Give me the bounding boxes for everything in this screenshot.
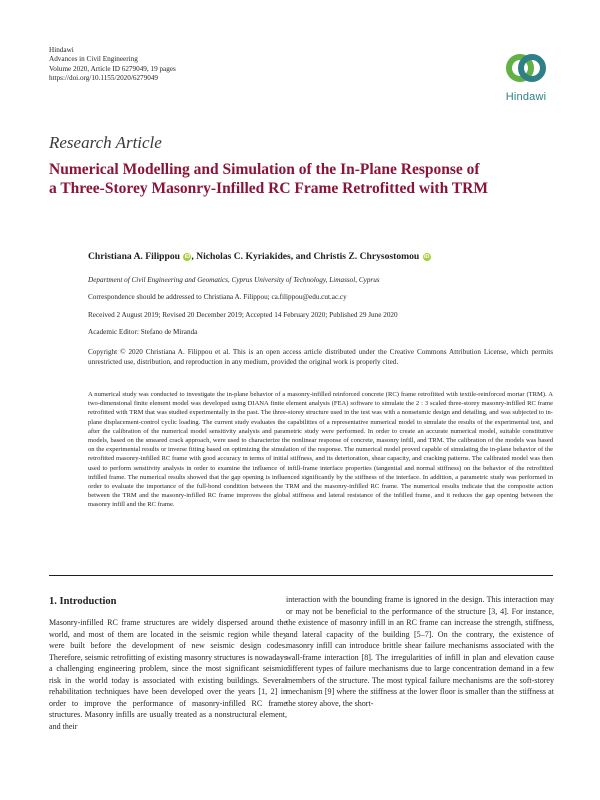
doi-link[interactable]: https://doi.org/10.1155/2020/6279049 [49, 73, 159, 82]
divider [49, 575, 553, 576]
author-name[interactable]: Nicholas C. Kyriakides [196, 251, 291, 262]
correspondence: Correspondence should be addressed to Christiana A. Filippou; ca.filippou@edu.cut.ac.cy [88, 293, 347, 301]
orcid-icon[interactable]: iD [184, 254, 191, 260]
author-name[interactable]: Christiana A. Filippou [88, 251, 180, 262]
journal-meta [49, 46, 176, 83]
publisher-name: Hindawi [49, 46, 74, 54]
logo-wordmark: Hindawi [505, 91, 547, 103]
copyright-notice: Copyright © 2020 Christiana A. Filippou et al. This is an open access article distributed under the Creative Commons Attribution License, which permits unrestricted use, distribution, and reproduction in any medium, provided the original work is properly cited. [88, 348, 553, 366]
body-column-right [286, 594, 554, 709]
publication-dates: Received 2 August 2019; Revised 20 December 2019; Accepted 14 February 2020; Published 29 June 2020 [88, 311, 398, 319]
body-paragraph: interaction with the bounding frame is ignored in the design. This interaction may or may not be beneficial to the performance of the structure [3, 4]. For instance, the existence of masonry infill in an RC frame can increase the strength, stiffness, and lateral capacity of the building [5–7]. On the contrary, the existence of masonry infill can introduce brittle shear failure mechanisms associated with the wall-frame interaction [8]. The irregularities of infill in plan and elevation cause different types of failure mechanisms due to large concentration demand in a few members of the structure. The most typical failure mechanisms are the soft-storey mechanism [9] where the stiffness at the lower floor is smaller than the stiffness at the storey above, the short- [286, 595, 554, 708]
section-heading: 1. Introduction [49, 596, 117, 607]
affiliation: Department of Civil Engineering and Geomatics, Cyprus University of Technology, Limassol, Cyprus [88, 276, 380, 284]
orcid-icon[interactable]: iD [423, 254, 430, 260]
journal-name: Advances in Civil Engineering [49, 55, 138, 64]
paper-title: Numerical Modelling and Simulation of the In-Plane Response of a Three-Storey Masonry-Infilled RC Frame Retrofitted with TRM [49, 161, 488, 197]
author-list: Christiana A. Filippou iD, Nicholas C. Kyriakides, and Christis Z. Chrysostomou iD [88, 251, 430, 262]
body-column-left [49, 617, 287, 732]
volume-line: Volume 2020, Article ID 6279049, 19 pages [49, 64, 176, 73]
author-name[interactable]: and Christis Z. Chrysostomou [295, 251, 420, 262]
article-type: Research Article [49, 133, 162, 152]
abstract: A numerical study was conducted to investigate the in-plane behavior of a masonry-infilled reinforced concrete (RC) frame retrofitted with textile-reinforced mortar (TRM). A two-dimensional finite element model was developed using DIANA finite element analysis (FEA) software to simulate the 2 : 3 scaled three-storey masonry-infilled RC frame retrofitted with TRM that was studied experimentally in the past. The three-storey structure used in the test was with a nonseismic design and detailing, and was subjected to in-plane displacement-control cyclic loading. The current study evaluates the capabilities of a representative numerical model to simulate the results of the experimental test, and after the calibration of the numerical model sensitivity analysis and parametric study were performed. In order to create an accurate numerical model, suitable constitutive models, based on the smeared crack approach, were used to characterize the nonlinear response of concrete, masonry infill, and TRM. The calibration of the models was based on the experimental results or inverse fitting based on optimizing the simulation of the response. The numerical model proved capable of simulating the in-plane behavior of the retrofitted masonry-infilled RC frame with good accuracy in terms of initial stiffness, and its deterioration, shear capacity, and cracking patterns. The calibrated model was then used to perform sensitivity analysis in order to examine the influence of infill-frame interface properties (tangential and normal stiffness) on the behavior of the retrofitted infilled frame. The numerical results showed that the gap opening is influenced significantly by the stiffness of the interface. In addition, a parametric study was performed in order to evaluate the importance of the full-bond condition between the TRM and the masonry-infilled RC frame. The numerical results indicate that the composite action between the TRM and the masonry-infilled RC frame improves the global stiffness and lateral resistance of the infilled frame, and it reduces the gap opening between the masonry infill and the RC frame. [88, 391, 553, 509]
academic-editor: Academic Editor: Stefano de Miranda [88, 328, 198, 336]
body-paragraph: Masonry-infilled RC frame structures are widely dispersed around the world, and most of them are located in the seismic region while they were built before the development of new seismic design codes. Therefore, seismic retrofitting of existing masonry structures is nowadays a challenging engineering problem, since the most significant seismic risk in the world today is associated with existing buildings. Several rehabilitation techniques have been developed over the years [1, 2] in order to improve the performance of masonry-infilled RC frame structures. Masonry infills are usually treated as a nonstructural element, and their [49, 618, 287, 731]
